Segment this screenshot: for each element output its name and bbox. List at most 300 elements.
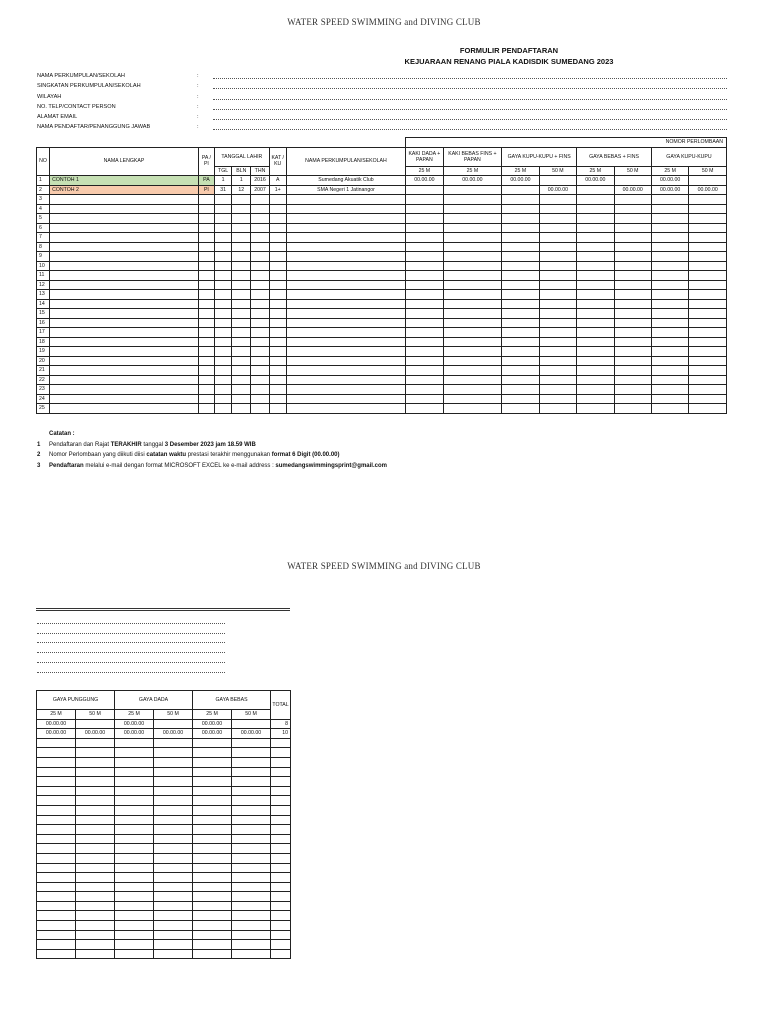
empty-cell[interactable] — [37, 786, 76, 796]
empty-cell[interactable] — [50, 261, 199, 271]
empty-cell[interactable] — [286, 204, 405, 214]
info-input-line[interactable] — [213, 124, 727, 130]
empty-cell[interactable] — [614, 242, 651, 252]
empty-cell[interactable] — [232, 930, 271, 940]
empty-cell[interactable] — [50, 356, 199, 366]
empty-cell[interactable] — [215, 233, 232, 243]
empty-cell[interactable] — [614, 375, 651, 385]
empty-cell[interactable] — [443, 337, 502, 347]
empty-cell[interactable] — [577, 252, 614, 262]
empty-cell[interactable] — [651, 375, 688, 385]
empty-cell[interactable] — [539, 318, 576, 328]
empty-cell[interactable] — [271, 911, 291, 921]
empty-cell[interactable] — [577, 242, 614, 252]
empty-cell[interactable] — [614, 404, 651, 414]
empty-cell[interactable] — [286, 347, 405, 357]
time-cell[interactable]: 00.00.00 — [651, 176, 688, 186]
empty-cell[interactable] — [232, 394, 251, 404]
empty-cell[interactable] — [193, 949, 232, 959]
empty-cell[interactable] — [115, 796, 154, 806]
empty-cell[interactable] — [443, 290, 502, 300]
empty-cell[interactable] — [651, 328, 688, 338]
empty-cell[interactable] — [251, 195, 269, 205]
empty-cell[interactable] — [689, 233, 727, 243]
empty-cell[interactable] — [614, 347, 651, 357]
empty-cell[interactable] — [689, 328, 727, 338]
empty-cell[interactable] — [269, 366, 286, 376]
empty-cell[interactable] — [115, 940, 154, 950]
empty-cell[interactable] — [232, 911, 271, 921]
empty-cell[interactable] — [502, 375, 539, 385]
info-input-line[interactable] — [213, 114, 727, 120]
empty-cell[interactable] — [232, 366, 251, 376]
empty-cell[interactable] — [232, 949, 271, 959]
empty-cell[interactable] — [443, 394, 502, 404]
empty-cell[interactable] — [502, 318, 539, 328]
empty-cell[interactable] — [50, 385, 199, 395]
empty-cell[interactable] — [614, 366, 651, 376]
empty-cell[interactable] — [76, 786, 115, 796]
empty-cell[interactable] — [689, 290, 727, 300]
info-input-line[interactable] — [213, 104, 727, 110]
empty-cell[interactable] — [689, 385, 727, 395]
empty-cell[interactable] — [614, 337, 651, 347]
empty-cell[interactable] — [115, 738, 154, 748]
empty-cell[interactable] — [443, 204, 502, 214]
empty-cell[interactable] — [198, 385, 214, 395]
empty-cell[interactable] — [232, 815, 271, 825]
empty-cell[interactable] — [50, 309, 199, 319]
empty-cell[interactable] — [502, 299, 539, 309]
empty-cell[interactable] — [232, 940, 271, 950]
empty-cell[interactable] — [269, 271, 286, 281]
empty-cell[interactable] — [50, 394, 199, 404]
blank-line[interactable] — [37, 643, 225, 653]
empty-cell[interactable] — [251, 385, 269, 395]
empty-cell[interactable] — [286, 328, 405, 338]
empty-cell[interactable] — [115, 825, 154, 835]
empty-cell[interactable] — [443, 280, 502, 290]
empty-cell[interactable] — [154, 738, 193, 748]
info-input-line[interactable] — [213, 94, 727, 100]
empty-cell[interactable] — [198, 394, 214, 404]
empty-cell[interactable] — [271, 892, 291, 902]
empty-cell[interactable] — [269, 318, 286, 328]
empty-cell[interactable] — [614, 195, 651, 205]
empty-cell[interactable] — [577, 233, 614, 243]
empty-cell[interactable] — [50, 299, 199, 309]
empty-cell[interactable] — [154, 748, 193, 758]
empty-cell[interactable] — [286, 366, 405, 376]
empty-cell[interactable] — [115, 805, 154, 815]
empty-cell[interactable] — [37, 873, 76, 883]
empty-cell[interactable] — [651, 318, 688, 328]
empty-cell[interactable] — [286, 394, 405, 404]
empty-cell[interactable] — [37, 882, 76, 892]
total-cell[interactable]: 8 — [271, 719, 291, 729]
gender-cell[interactable]: PA — [198, 176, 214, 186]
empty-cell[interactable] — [50, 204, 199, 214]
empty-cell[interactable] — [115, 834, 154, 844]
empty-cell[interactable] — [115, 815, 154, 825]
empty-cell[interactable] — [269, 233, 286, 243]
empty-cell[interactable] — [215, 223, 232, 233]
empty-cell[interactable] — [215, 242, 232, 252]
empty-cell[interactable] — [577, 195, 614, 205]
empty-cell[interactable] — [539, 366, 576, 376]
empty-cell[interactable] — [539, 394, 576, 404]
empty-cell[interactable] — [614, 261, 651, 271]
empty-cell[interactable] — [193, 882, 232, 892]
empty-cell[interactable] — [651, 233, 688, 243]
empty-cell[interactable] — [232, 375, 251, 385]
empty-cell[interactable] — [539, 356, 576, 366]
gender-cell[interactable]: PI — [198, 185, 214, 195]
empty-cell[interactable] — [251, 375, 269, 385]
empty-cell[interactable] — [50, 195, 199, 205]
empty-cell[interactable] — [193, 921, 232, 931]
empty-cell[interactable] — [198, 299, 214, 309]
empty-cell[interactable] — [539, 223, 576, 233]
empty-cell[interactable] — [443, 356, 502, 366]
empty-cell[interactable] — [76, 873, 115, 883]
empty-cell[interactable] — [76, 949, 115, 959]
empty-cell[interactable] — [215, 404, 232, 414]
empty-cell[interactable] — [271, 930, 291, 940]
empty-cell[interactable] — [232, 337, 251, 347]
empty-cell[interactable] — [502, 394, 539, 404]
empty-cell[interactable] — [689, 252, 727, 262]
empty-cell[interactable] — [577, 299, 614, 309]
empty-cell[interactable] — [406, 404, 443, 414]
time-cell[interactable]: 00.00.00 — [115, 719, 154, 729]
empty-cell[interactable] — [232, 786, 271, 796]
empty-cell[interactable] — [614, 214, 651, 224]
empty-cell[interactable] — [271, 825, 291, 835]
time-cell[interactable] — [232, 719, 271, 729]
empty-cell[interactable] — [286, 252, 405, 262]
time-cell[interactable] — [614, 176, 651, 186]
empty-cell[interactable] — [286, 271, 405, 281]
empty-cell[interactable] — [198, 347, 214, 357]
empty-cell[interactable] — [50, 404, 199, 414]
empty-cell[interactable] — [689, 366, 727, 376]
empty-cell[interactable] — [271, 949, 291, 959]
empty-cell[interactable] — [271, 834, 291, 844]
empty-cell[interactable] — [539, 233, 576, 243]
empty-cell[interactable] — [37, 805, 76, 815]
empty-cell[interactable] — [232, 882, 271, 892]
time-cell[interactable]: 00.00.00 — [614, 185, 651, 195]
empty-cell[interactable] — [269, 337, 286, 347]
empty-cell[interactable] — [502, 214, 539, 224]
empty-cell[interactable] — [539, 271, 576, 281]
empty-cell[interactable] — [502, 385, 539, 395]
empty-cell[interactable] — [37, 815, 76, 825]
empty-cell[interactable] — [269, 328, 286, 338]
empty-cell[interactable] — [215, 195, 232, 205]
empty-cell[interactable] — [232, 834, 271, 844]
empty-cell[interactable] — [577, 290, 614, 300]
tgl-cell[interactable]: 31 — [215, 185, 232, 195]
empty-cell[interactable] — [232, 767, 271, 777]
empty-cell[interactable] — [406, 318, 443, 328]
empty-cell[interactable] — [443, 299, 502, 309]
empty-cell[interactable] — [406, 309, 443, 319]
time-cell[interactable] — [76, 719, 115, 729]
empty-cell[interactable] — [406, 223, 443, 233]
empty-cell[interactable] — [443, 195, 502, 205]
empty-cell[interactable] — [443, 309, 502, 319]
empty-cell[interactable] — [198, 252, 214, 262]
empty-cell[interactable] — [215, 214, 232, 224]
time-cell[interactable]: 00.00.00 — [539, 185, 576, 195]
empty-cell[interactable] — [269, 195, 286, 205]
empty-cell[interactable] — [76, 777, 115, 787]
empty-cell[interactable] — [269, 394, 286, 404]
empty-cell[interactable] — [50, 223, 199, 233]
empty-cell[interactable] — [115, 777, 154, 787]
empty-cell[interactable] — [37, 748, 76, 758]
empty-cell[interactable] — [689, 337, 727, 347]
empty-cell[interactable] — [198, 280, 214, 290]
empty-cell[interactable] — [215, 271, 232, 281]
empty-cell[interactable] — [286, 309, 405, 319]
empty-cell[interactable] — [198, 309, 214, 319]
time-cell[interactable] — [406, 185, 443, 195]
empty-cell[interactable] — [502, 252, 539, 262]
empty-cell[interactable] — [443, 214, 502, 224]
empty-cell[interactable] — [539, 299, 576, 309]
empty-cell[interactable] — [76, 825, 115, 835]
empty-cell[interactable] — [271, 805, 291, 815]
empty-cell[interactable] — [689, 223, 727, 233]
empty-cell[interactable] — [502, 223, 539, 233]
empty-cell[interactable] — [651, 385, 688, 395]
empty-cell[interactable] — [37, 757, 76, 767]
empty-cell[interactable] — [115, 949, 154, 959]
empty-cell[interactable] — [232, 777, 271, 787]
empty-cell[interactable] — [406, 271, 443, 281]
empty-cell[interactable] — [198, 404, 214, 414]
empty-cell[interactable] — [251, 328, 269, 338]
empty-cell[interactable] — [689, 347, 727, 357]
empty-cell[interactable] — [37, 921, 76, 931]
empty-cell[interactable] — [271, 777, 291, 787]
empty-cell[interactable] — [154, 844, 193, 854]
empty-cell[interactable] — [286, 318, 405, 328]
empty-cell[interactable] — [406, 280, 443, 290]
empty-cell[interactable] — [689, 204, 727, 214]
empty-cell[interactable] — [443, 366, 502, 376]
empty-cell[interactable] — [76, 757, 115, 767]
empty-cell[interactable] — [115, 757, 154, 767]
empty-cell[interactable] — [651, 309, 688, 319]
empty-cell[interactable] — [37, 853, 76, 863]
empty-cell[interactable] — [502, 242, 539, 252]
empty-cell[interactable] — [232, 204, 251, 214]
empty-cell[interactable] — [50, 280, 199, 290]
empty-cell[interactable] — [50, 271, 199, 281]
empty-cell[interactable] — [651, 204, 688, 214]
empty-cell[interactable] — [269, 214, 286, 224]
time-cell[interactable]: 00.00.00 — [76, 729, 115, 739]
empty-cell[interactable] — [502, 337, 539, 347]
empty-cell[interactable] — [232, 280, 251, 290]
empty-cell[interactable] — [651, 299, 688, 309]
empty-cell[interactable] — [406, 242, 443, 252]
empty-cell[interactable] — [269, 204, 286, 214]
empty-cell[interactable] — [271, 738, 291, 748]
time-cell[interactable]: 00.00.00 — [689, 185, 727, 195]
empty-cell[interactable] — [539, 375, 576, 385]
empty-cell[interactable] — [651, 252, 688, 262]
empty-cell[interactable] — [37, 930, 76, 940]
empty-cell[interactable] — [50, 366, 199, 376]
empty-cell[interactable] — [232, 356, 251, 366]
empty-cell[interactable] — [577, 223, 614, 233]
club-cell[interactable]: Sumedang Akuatik Club — [286, 176, 405, 186]
empty-cell[interactable] — [154, 834, 193, 844]
empty-cell[interactable] — [76, 882, 115, 892]
empty-cell[interactable] — [232, 404, 251, 414]
empty-cell[interactable] — [539, 195, 576, 205]
empty-cell[interactable] — [76, 901, 115, 911]
empty-cell[interactable] — [577, 366, 614, 376]
bln-cell[interactable]: 1 — [232, 176, 251, 186]
empty-cell[interactable] — [215, 347, 232, 357]
time-cell[interactable]: 00.00.00 — [193, 719, 232, 729]
empty-cell[interactable] — [286, 404, 405, 414]
empty-cell[interactable] — [269, 242, 286, 252]
kat-cell[interactable]: 1+ — [269, 185, 286, 195]
empty-cell[interactable] — [689, 195, 727, 205]
empty-cell[interactable] — [154, 911, 193, 921]
empty-cell[interactable] — [502, 328, 539, 338]
empty-cell[interactable] — [232, 328, 251, 338]
time-cell[interactable]: 00.00.00 — [443, 176, 502, 186]
empty-cell[interactable] — [539, 280, 576, 290]
empty-cell[interactable] — [50, 328, 199, 338]
empty-cell[interactable] — [232, 796, 271, 806]
empty-cell[interactable] — [286, 214, 405, 224]
empty-cell[interactable] — [539, 404, 576, 414]
empty-cell[interactable] — [37, 901, 76, 911]
empty-cell[interactable] — [286, 299, 405, 309]
time-cell[interactable] — [154, 719, 193, 729]
empty-cell[interactable] — [406, 394, 443, 404]
empty-cell[interactable] — [539, 309, 576, 319]
empty-cell[interactable] — [286, 280, 405, 290]
empty-cell[interactable] — [271, 882, 291, 892]
empty-cell[interactable] — [269, 347, 286, 357]
empty-cell[interactable] — [502, 233, 539, 243]
empty-cell[interactable] — [251, 242, 269, 252]
blank-line[interactable] — [37, 663, 225, 673]
empty-cell[interactable] — [577, 385, 614, 395]
empty-cell[interactable] — [198, 290, 214, 300]
empty-cell[interactable] — [76, 767, 115, 777]
empty-cell[interactable] — [154, 853, 193, 863]
empty-cell[interactable] — [577, 280, 614, 290]
time-cell[interactable] — [443, 185, 502, 195]
empty-cell[interactable] — [50, 252, 199, 262]
thn-cell[interactable]: 2016 — [251, 176, 269, 186]
empty-cell[interactable] — [651, 347, 688, 357]
empty-cell[interactable] — [50, 214, 199, 224]
empty-cell[interactable] — [251, 318, 269, 328]
empty-cell[interactable] — [614, 223, 651, 233]
empty-cell[interactable] — [215, 366, 232, 376]
empty-cell[interactable] — [193, 738, 232, 748]
empty-cell[interactable] — [215, 280, 232, 290]
empty-cell[interactable] — [215, 385, 232, 395]
empty-cell[interactable] — [614, 290, 651, 300]
time-cell[interactable]: 00.00.00 — [502, 176, 539, 186]
empty-cell[interactable] — [232, 347, 251, 357]
empty-cell[interactable] — [577, 309, 614, 319]
empty-cell[interactable] — [37, 863, 76, 873]
empty-cell[interactable] — [115, 853, 154, 863]
empty-cell[interactable] — [251, 214, 269, 224]
empty-cell[interactable] — [232, 214, 251, 224]
empty-cell[interactable] — [115, 863, 154, 873]
empty-cell[interactable] — [502, 195, 539, 205]
empty-cell[interactable] — [37, 825, 76, 835]
empty-cell[interactable] — [115, 767, 154, 777]
empty-cell[interactable] — [154, 777, 193, 787]
empty-cell[interactable] — [651, 404, 688, 414]
empty-cell[interactable] — [215, 356, 232, 366]
empty-cell[interactable] — [651, 290, 688, 300]
empty-cell[interactable] — [286, 290, 405, 300]
empty-cell[interactable] — [198, 356, 214, 366]
empty-cell[interactable] — [76, 805, 115, 815]
empty-cell[interactable] — [232, 853, 271, 863]
empty-cell[interactable] — [269, 299, 286, 309]
empty-cell[interactable] — [50, 318, 199, 328]
empty-cell[interactable] — [271, 748, 291, 758]
empty-cell[interactable] — [154, 901, 193, 911]
empty-cell[interactable] — [651, 271, 688, 281]
empty-cell[interactable] — [651, 394, 688, 404]
empty-cell[interactable] — [251, 280, 269, 290]
empty-cell[interactable] — [614, 299, 651, 309]
empty-cell[interactable] — [406, 252, 443, 262]
empty-cell[interactable] — [251, 299, 269, 309]
empty-cell[interactable] — [50, 347, 199, 357]
empty-cell[interactable] — [50, 375, 199, 385]
empty-cell[interactable] — [577, 261, 614, 271]
empty-cell[interactable] — [443, 404, 502, 414]
empty-cell[interactable] — [614, 252, 651, 262]
empty-cell[interactable] — [502, 404, 539, 414]
empty-cell[interactable] — [286, 261, 405, 271]
empty-cell[interactable] — [193, 901, 232, 911]
empty-cell[interactable] — [614, 271, 651, 281]
empty-cell[interactable] — [577, 271, 614, 281]
empty-cell[interactable] — [269, 223, 286, 233]
empty-cell[interactable] — [443, 223, 502, 233]
empty-cell[interactable] — [198, 375, 214, 385]
empty-cell[interactable] — [193, 863, 232, 873]
time-cell[interactable] — [689, 176, 727, 186]
empty-cell[interactable] — [193, 940, 232, 950]
empty-cell[interactable] — [502, 347, 539, 357]
empty-cell[interactable] — [115, 911, 154, 921]
empty-cell[interactable] — [76, 911, 115, 921]
empty-cell[interactable] — [154, 873, 193, 883]
